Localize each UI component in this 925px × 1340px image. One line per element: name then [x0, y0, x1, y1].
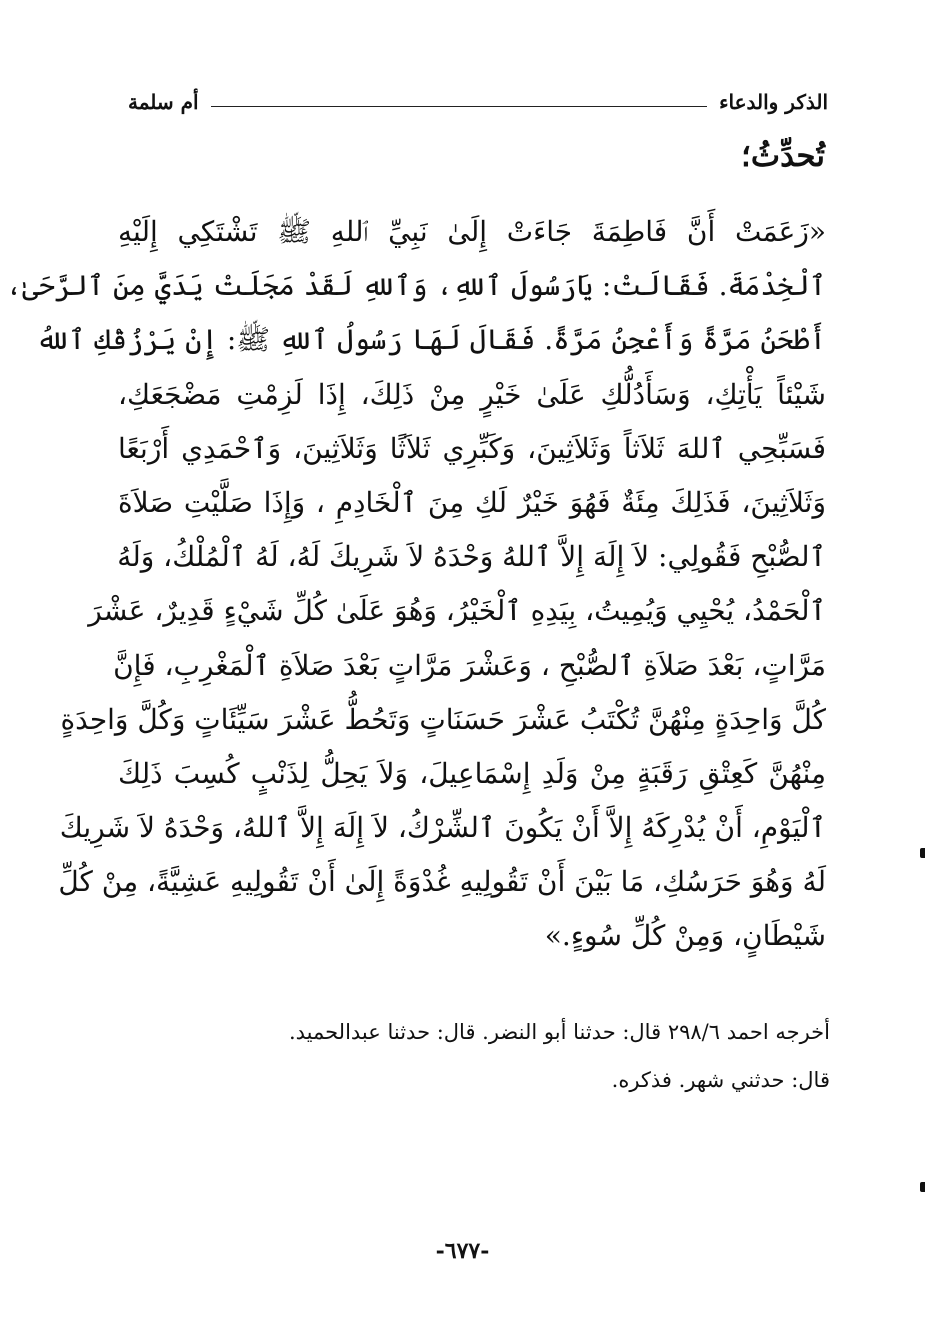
margin-mark — [920, 848, 925, 858]
margin-mark — [920, 1182, 925, 1192]
chapter-title: الذكر والدعاء — [719, 90, 828, 114]
hadith-line: ٱلْحَمْدُ، يُحْيِي وَيُمِيتُ، بِيَدِهِ ٱلْخَيْرُ، وَهُوَ عَلَىٰ كُلِّ شَيْءٍ قَدِيرٌ، عَشْرَ — [88, 594, 826, 628]
hadith-line: لَهُ وَهُوَ حَرَسُكِ، مَا بَيْنَ أَنْ تَقُولِيهِ غُدْوَةً إِلَىٰ أَنْ تَقُولِيهِ عَشِيَّةً، مِنْ كُلِّ — [58, 865, 826, 899]
hadith-line: وَثَلاَثِينَ، فَذَلِكَ مِئَةٌ فَهُوَ خَيْرٌ لَكِ مِنَ ٱلْخَادِمِ ، وَإِذَا صَلَّيْتِ صَلاَةَ — [118, 485, 826, 519]
citation-line: أخرجه احمد ٢٩٨/٦ قال: حدثنا أبو النضر. قال: حدثنا عبدالحميد. — [288, 1020, 830, 1044]
hadith-line: ٱلْيَوْمِ، أَنْ يُدْرِكَهُ إِلاَّ أَنْ يَكُونَ ٱلشِّرْكُ، لاَ إِلَهَ إِلاَّ ٱللهُ، وَحْدَهُ لاَ شَرِيكَ — [59, 811, 826, 845]
speaker-heading: تُحدِّثُ؛ — [741, 138, 825, 174]
hadith-line: «زَعَمَتْ أَنَّ فَاطِمَةَ جَاءَتْ إِلَىٰ نَبِيِّ ٱللهِ ﷺ تَشْتَكِي إِلَيْهِ — [118, 215, 826, 248]
hadith-line: فَسَبِّحِي ٱللهَ ثَلاَثاً وَثَلاَثِينَ، وَكَبِّرِي ثَلاَثًا وَثَلاَثِينَ، وَٱحْمَدِي أَرْبَعًا — [118, 431, 826, 465]
citation-line: قال: حدثني شهر. فذكره. — [611, 1068, 830, 1092]
hadith-line: ٱلصُّبْحِ فَقُولِي: لاَ إِلَهَ إِلاَّ ٱللهُ وَحْدَهُ لاَ شَرِيكَ لَهُ، لَهُ ٱلْمُلْكُ، وَلَهُ — [117, 540, 826, 574]
header-rule — [211, 106, 708, 107]
hadith-line: مِنْهُنَّ كَعِتْقِ رَقَبَةٍ مِنْ وَلَدِ إِسْمَاعِيلَ، وَلاَ يَحِلُّ لِذَنْبٍ كُسِبَ ذَلِكَ — [118, 756, 826, 790]
hadith-line: شَيْئاً يَأْتِكِ، وَسَأَدُلُّكِ عَلَىٰ خَيْرٍ مِنْ ذَلِكَ، إِذَا لَزِمْتِ مَضْجَعَكِ، — [118, 377, 826, 411]
source-citation — [118, 1008, 830, 1104]
hadith-line: أَطْحَنُ مَرَّةً وَأَعْجِنُ مَرَّةً. فَقَالَ لَهَا رَسُولُ ٱللهِ ﷺ: إِنْ يَرْزُقْكِ ٱللهُ — [36, 323, 826, 357]
narrator-name: أم سلمة — [128, 90, 199, 114]
hadith-line: ٱلْخِدْمَةَ. فَقَالَتْ: يَارَسُولَ ٱللهِ، وَٱللهِ لَقَدْ مَجَلَتْ يَدَيَّ مِنَ ٱلرَّحَىٰ، — [5, 269, 826, 303]
hadith-text — [5, 205, 826, 964]
hadith-line: مَرَّاتٍ، بَعْدَ صَلاَةِ ٱلصُّبْحِ ، وَعَشْرَ مَرَّاتٍ بَعْدَ صَلاَةِ ٱلْمَغْرِبِ، فَإِنَّ — [113, 648, 826, 682]
page-number: -٦٧٧- — [435, 1238, 490, 1264]
hadith-line: شَيْطَانٍ، وَمِنْ كُلِّ سُوءٍ.» — [544, 919, 826, 953]
running-header — [128, 82, 828, 122]
hadith-line: كُلَّ وَاحِدَةٍ مِنْهُنَّ تُكْتَبُ عَشْرَ حَسَنَاتٍ وَتَحُطُّ عَشْرَ سَيِّئَاتٍ وَكُلَّ وَاحِدَةٍ — [60, 702, 826, 736]
